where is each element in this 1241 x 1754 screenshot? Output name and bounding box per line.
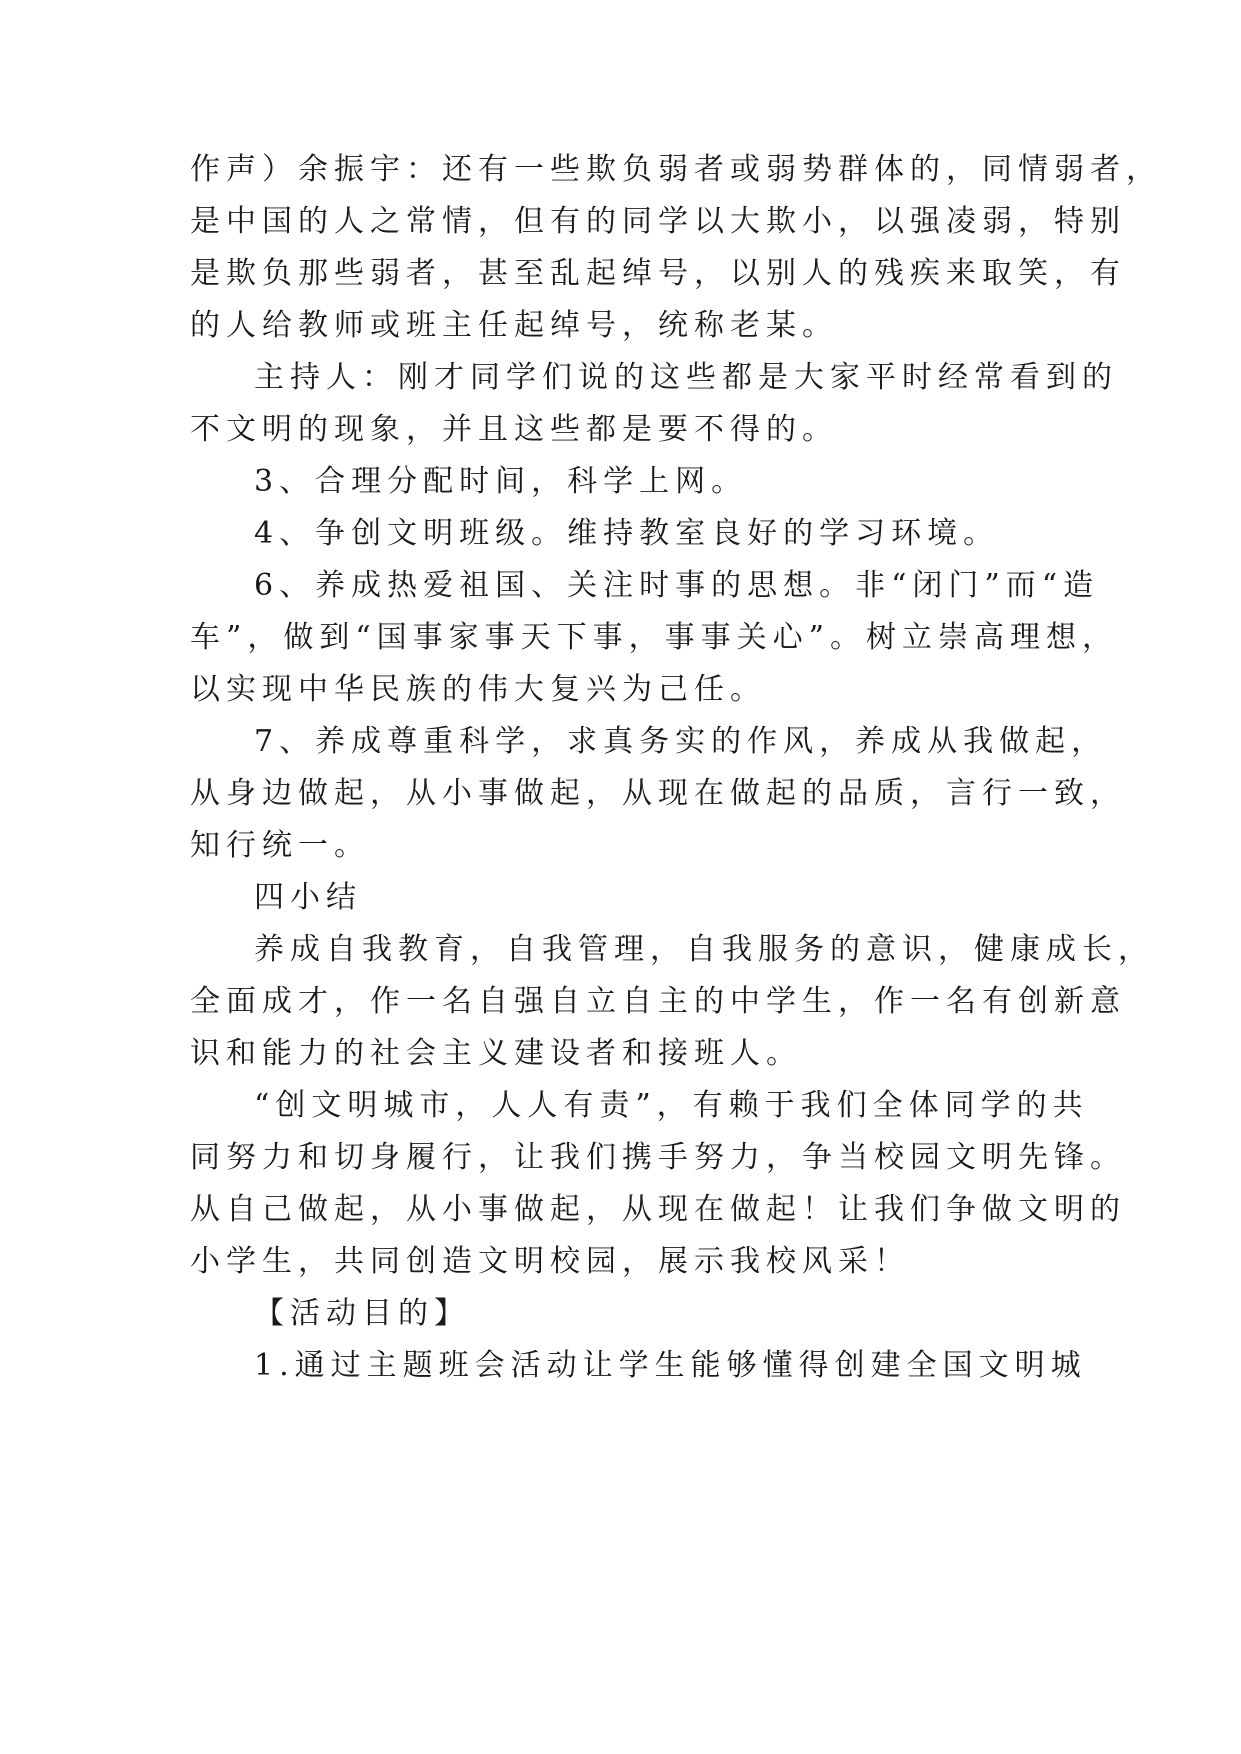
text-line: 知行统一。 — [190, 828, 370, 863]
text-line: “创文明城市，人人有责”，有赖于我们全体同学的共 — [254, 1088, 1089, 1123]
text-line: 是中国的人之常情，但有的同学以大欺小，以强凌弱，特别 — [190, 204, 1126, 239]
text-line: 养成自我教育，自我管理，自我服务的意识，健康成长， — [254, 932, 1154, 967]
text-line: 从身边做起，从小事做起，从现在做起的品质，言行一致， — [190, 776, 1126, 811]
text-line: 从自己做起，从小事做起，从现在做起！让我们争做文明的 — [190, 1192, 1126, 1227]
text-line: 小学生，共同创造文明校园，展示我校风采！ — [190, 1244, 910, 1279]
text-line: 4、争创文明班级。维持教室良好的学习环境。 — [254, 516, 1000, 551]
text-line: 作声）余振宇：还有一些欺负弱者或弱势群体的，同情弱者， — [190, 152, 1162, 187]
text-line: 车”，做到“国事家事天下事，事事关心”。树立崇高理想， — [190, 620, 1119, 655]
text-line: 全面成才，作一名自强自立自主的中学生，作一名有创新意 — [190, 984, 1126, 1019]
text-line: 的人给教师或班主任起绰号，统称老某。 — [190, 308, 838, 343]
section-heading: 四小结 — [254, 880, 362, 915]
text-line: 不文明的现象，并且这些都是要不得的。 — [190, 412, 838, 447]
text-line: 主持人：刚才同学们说的这些都是大家平时经常看到的 — [254, 360, 1118, 395]
text-line: 6、养成热爱祖国、关注时事的思想。非“闭门”而“造 — [254, 568, 1100, 603]
text-line: 1.通过主题班会活动让学生能够懂得创建全国文明城 — [254, 1348, 1087, 1383]
text-line: 以实现中华民族的伟大复兴为己任。 — [190, 672, 766, 707]
section-heading: 【活动目的】 — [254, 1296, 470, 1331]
text-line: 识和能力的社会主义建设者和接班人。 — [190, 1036, 802, 1071]
text-line: 7、养成尊重科学，求真务实的作风，养成从我做起， — [254, 724, 1108, 759]
text-line: 同努力和切身履行，让我们携手努力，争当校园文明先锋。 — [190, 1140, 1126, 1175]
text-line: 是欺负那些弱者，甚至乱起绰号，以别人的残疾来取笑，有 — [190, 256, 1126, 291]
text-line: 3、合理分配时间，科学上网。 — [254, 464, 748, 499]
